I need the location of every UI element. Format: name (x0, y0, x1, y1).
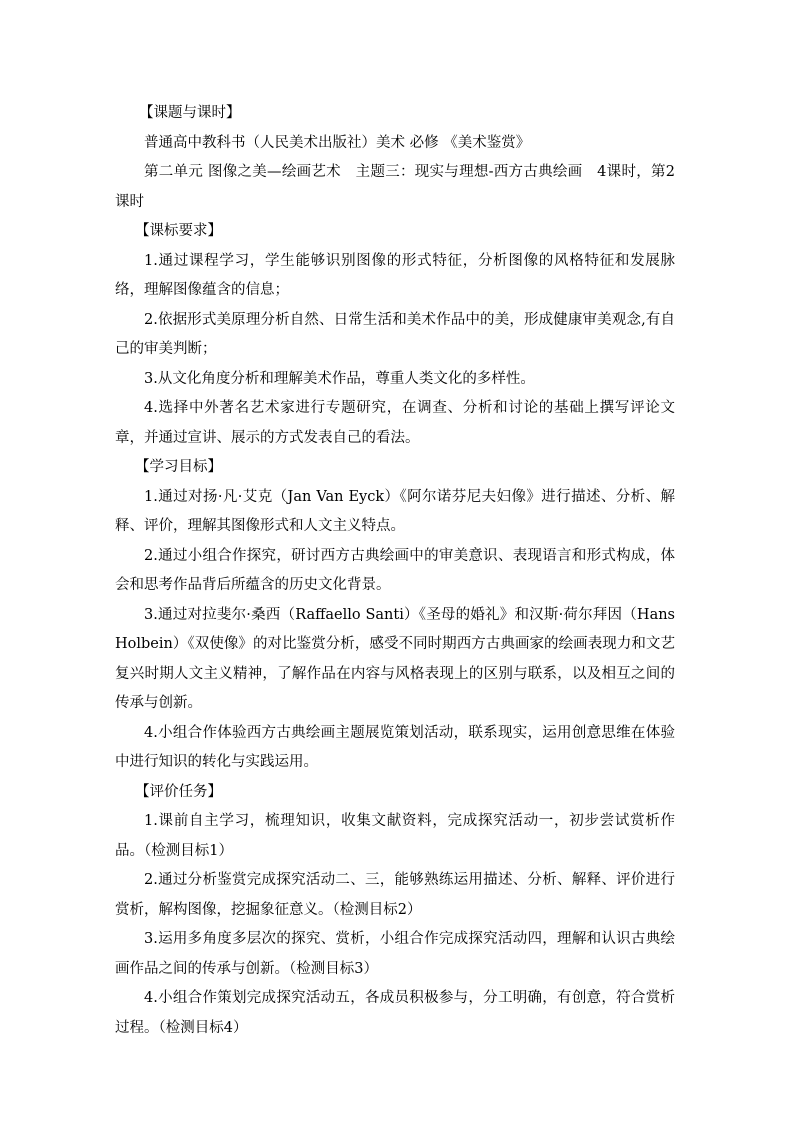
standard-item: 2.依据形式美原理分析自然、日常生活和美术作品中的美，形成健康审美观念,有自己的审美判断； (115, 311, 675, 357)
objective-item: 3.通过对拉斐尔·桑西（Raffaello Santi）《圣母的婚礼》和汉斯·荷尔拜因（Hans Holbein）《双使像》的对比鉴赏分析，感受不同时期西方古典画家的绘画表现力和文艺复兴时期人文主义精神，了解作品在内容与风格表现上的区别与联系，以及相互之间的传承与创新。 (115, 606, 675, 711)
objective-item: 1.通过对扬·凡·艾克（Jan Van Eyck）《阿尔诺芬尼夫妇像》进行描述、分析、解释、评价，理解其图像形式和人文主义特点。 (115, 488, 675, 534)
textbook-line: 普通高中教科书（人民美术出版社）美术 必修 《美术鉴赏》 (144, 134, 531, 151)
section-heading-course: 【课题与课时】 (139, 105, 241, 121)
standard-item: 4.选择中外著名艺术家进行专题研究，在调查、分析和讨论的基础上撰写评论文章，并通过宣讲、展示的方式发表自己的看法。 (115, 400, 675, 446)
standard-item: 1.通过课程学习，学生能够识别图像的形式特征，分析图像的风格特征和发展脉络，理解图像蕴含的信息； (115, 252, 675, 298)
standard-item: 3.从文化角度分析和理解美术作品，尊重人类文化的多样性。 (144, 370, 535, 387)
assessment-item: 4.小组合作策划完成探究活动五，各成员积极参与，分工明确，有创意，符合赏析过程。（检测目标4） (115, 990, 675, 1036)
objective-item: 2.通过小组合作探究，研讨西方古典绘画中的审美意识、表现语言和形式构成，体会和思考作品背后所蕴含的历史文化背景。 (115, 547, 675, 593)
section-heading-assessment: 【评价任务】 (135, 783, 222, 800)
objective-item: 4.小组合作体验西方古典绘画主题展览策划活动，联系现实，运用创意思维在体验中进行知识的转化与实践运用。 (115, 724, 675, 770)
assessment-item: 1.课前自主学习，梳理知识，收集文献资料，完成探究活动一，初步尝试赏析作品。（检测目标1） (115, 813, 675, 859)
assessment-item: 3.运用多角度多层次的探究、赏析，小组合作完成探究活动四，理解和认识古典绘画作品之间的传承与创新。（检测目标3） (115, 931, 675, 977)
section-heading-standards: 【课标要求】 (135, 223, 222, 239)
unit-line: 第二单元 图像之美—绘画艺术 主题三：现实与理想-西方古典绘画 4课时，第2课时 (115, 164, 675, 210)
section-heading-objectives: 【学习目标】 (135, 459, 222, 475)
document-body (115, 99, 675, 1043)
assessment-item: 2.通过分析鉴赏完成探究活动二、三，能够熟练运用描述、分析、解释、评价进行赏析，解构图像，挖掘象征意义。（检测目标2） (115, 872, 675, 918)
